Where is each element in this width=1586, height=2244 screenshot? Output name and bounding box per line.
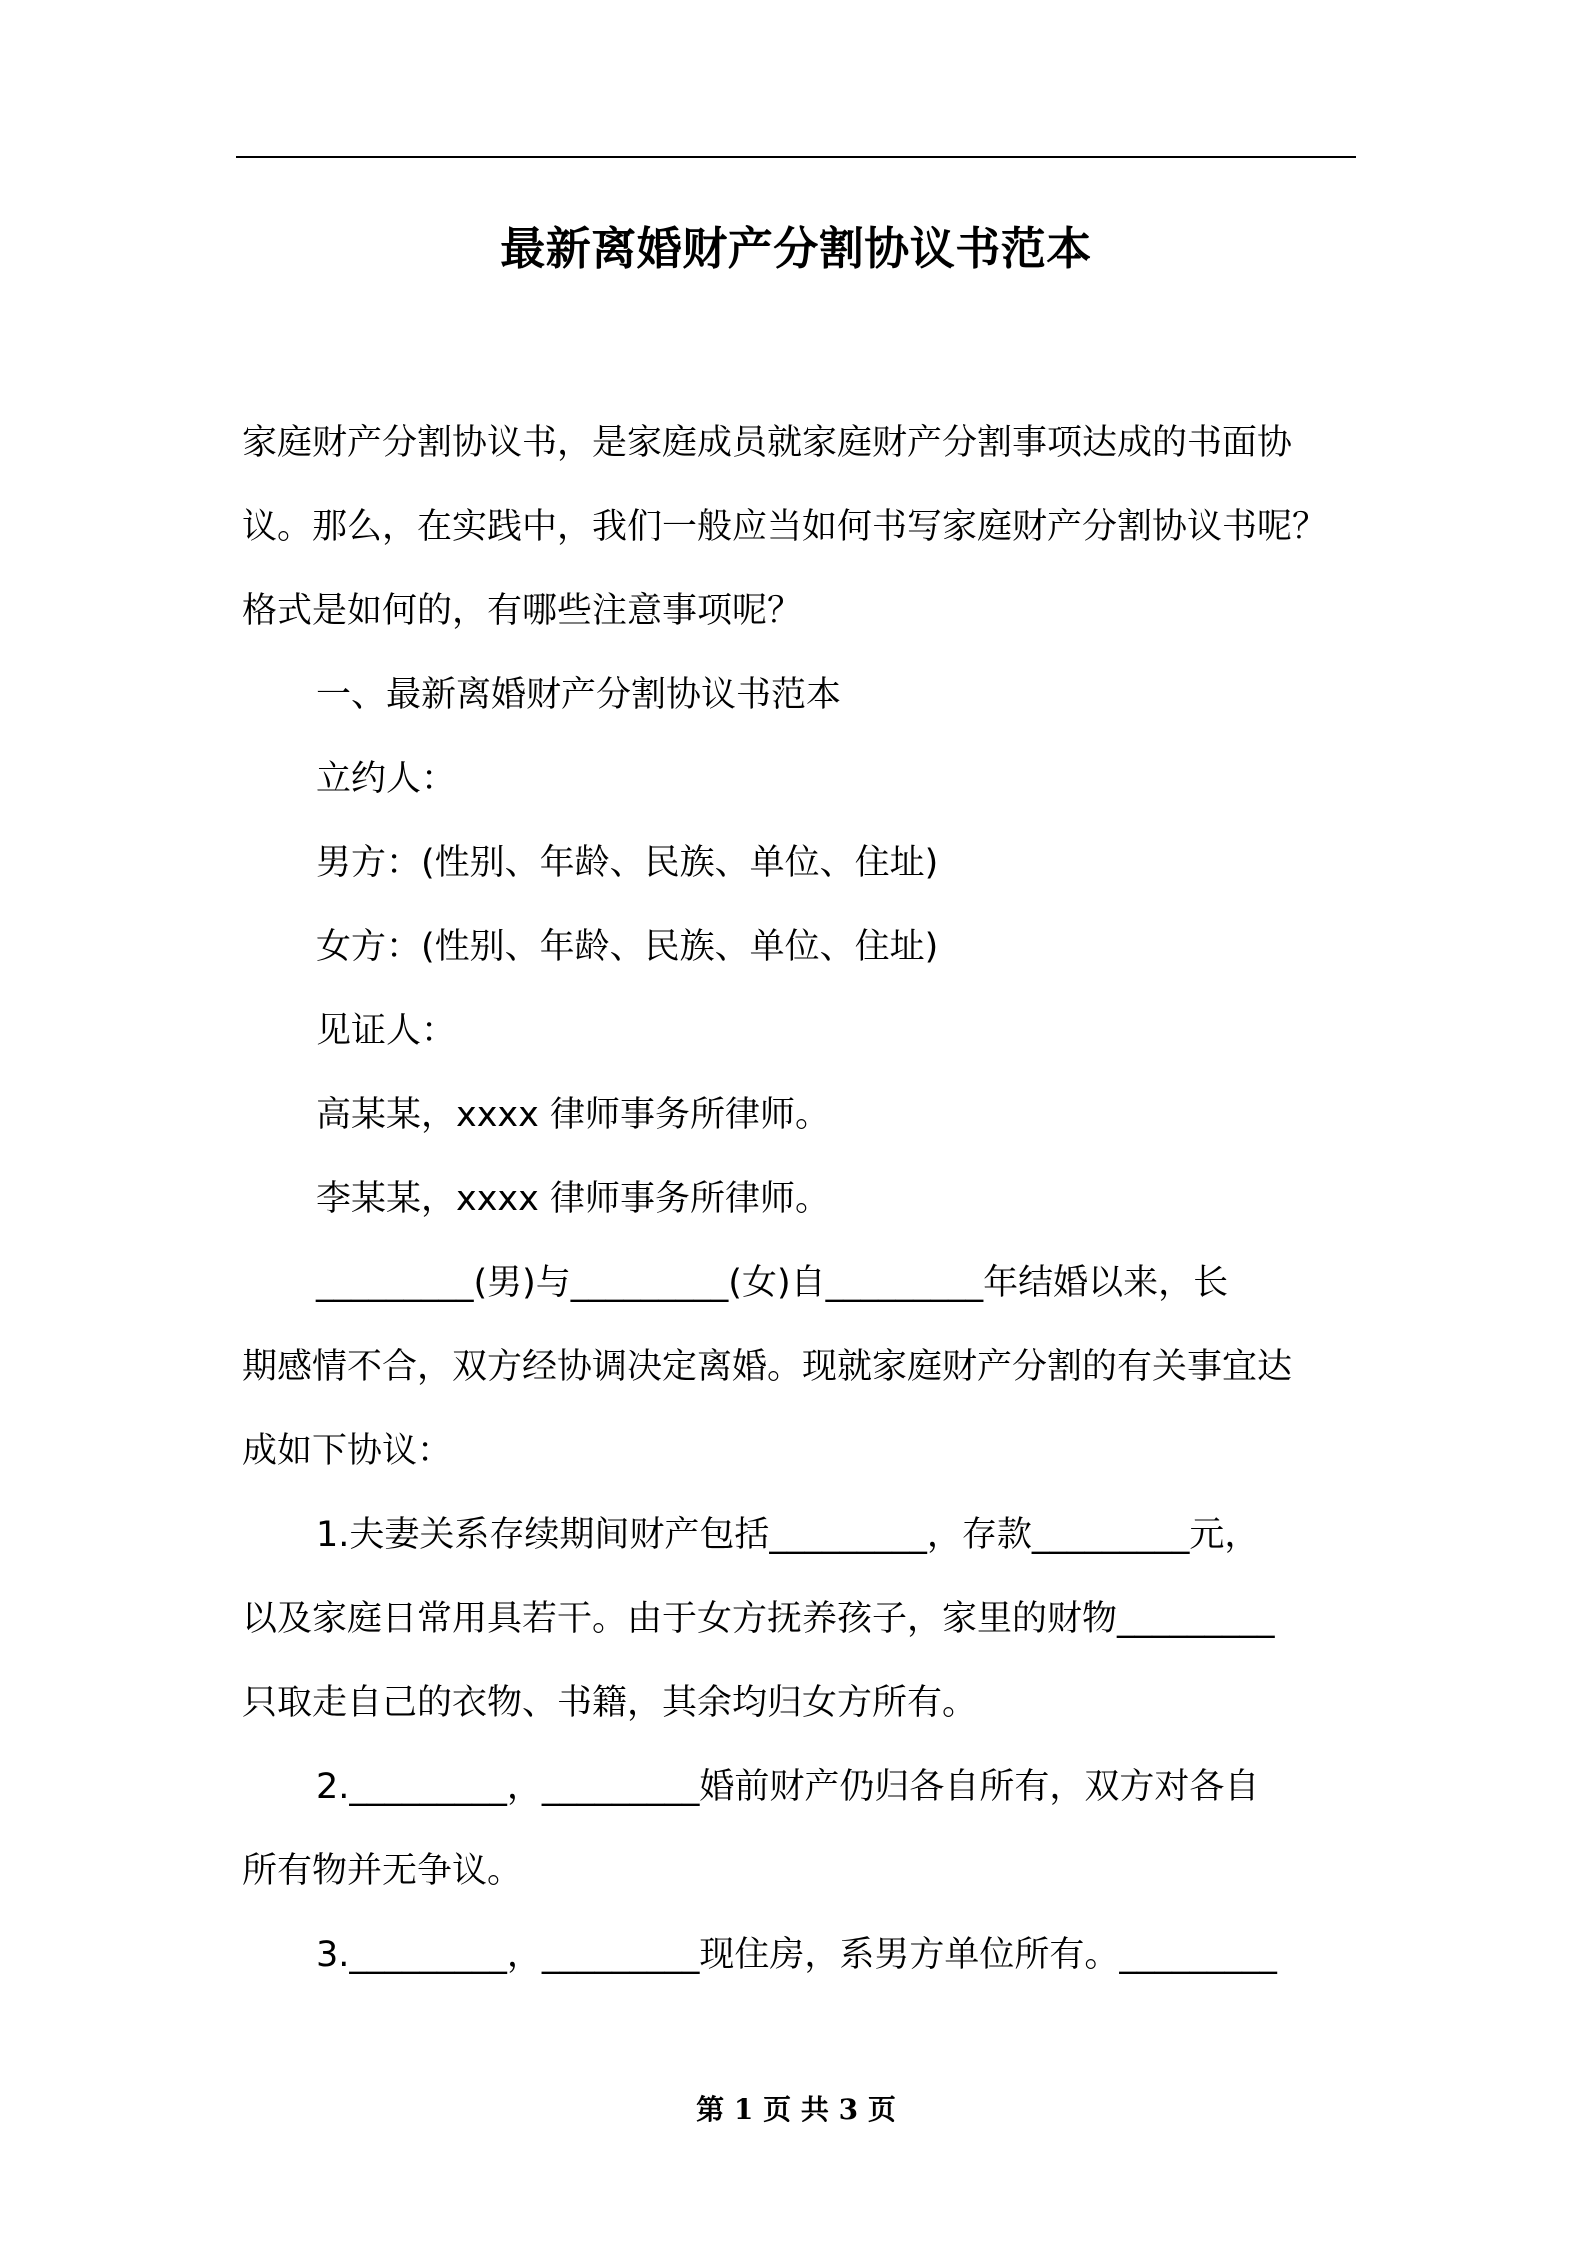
paragraph-line: 男方：(性别、年龄、民族、单位、住址) [316, 843, 939, 883]
clause-line: 只取走自己的衣物、书籍，其余均归女方所有。 [242, 1683, 978, 1723]
header-rule [236, 156, 1356, 158]
clause-line: 以及家庭日常用具若干。由于女方抚养孩子，家里的财物_________ [242, 1599, 1275, 1639]
paragraph-line: 高某某，xxxx 律师事务所律师。 [316, 1095, 830, 1135]
page-indicator: 第 1 页 共 3 页 [696, 2093, 896, 2126]
paragraph-line: 议。那么，在实践中，我们一般应当如何书写家庭财产分割协议书呢？ [242, 507, 1328, 547]
document-body [242, 401, 1354, 1997]
paragraph-line: 见证人： [316, 1011, 457, 1051]
paragraph-line: 期感情不合，双方经协调决定离婚。现就家庭财产分割的有关事宜达 [242, 1347, 1293, 1387]
paragraph-line: 格式是如何的，有哪些注意事项呢？ [242, 591, 803, 631]
clause-line: 所有物并无争议。 [242, 1851, 523, 1891]
paragraph-line: _________(男)与_________(女)自_________年结婚以来，长 [316, 1263, 1229, 1303]
section-heading: 一、最新离婚财产分割协议书范本 [316, 675, 842, 715]
document-title: 最新离婚财产分割协议书范本 [500, 222, 1092, 275]
paragraph-line: 李某某，xxxx 律师事务所律师。 [316, 1179, 830, 1219]
clause-line: 3._________，_________现住房，系男方单位所有。_________ [316, 1935, 1277, 1975]
paragraph-line: 家庭财产分割协议书，是家庭成员就家庭财产分割事项达成的书面协 [242, 423, 1293, 463]
clause-line: 2._________，_________婚前财产仍归各自所有，双方对各自 [316, 1767, 1260, 1807]
paragraph-line: 女方：(性别、年龄、民族、单位、住址) [316, 927, 939, 967]
paragraph-line: 立约人： [316, 759, 457, 799]
paragraph-line: 成如下协议： [242, 1431, 453, 1471]
clause-line: 1.夫妻关系存续期间财产包括_________，存款_________元， [316, 1515, 1260, 1555]
